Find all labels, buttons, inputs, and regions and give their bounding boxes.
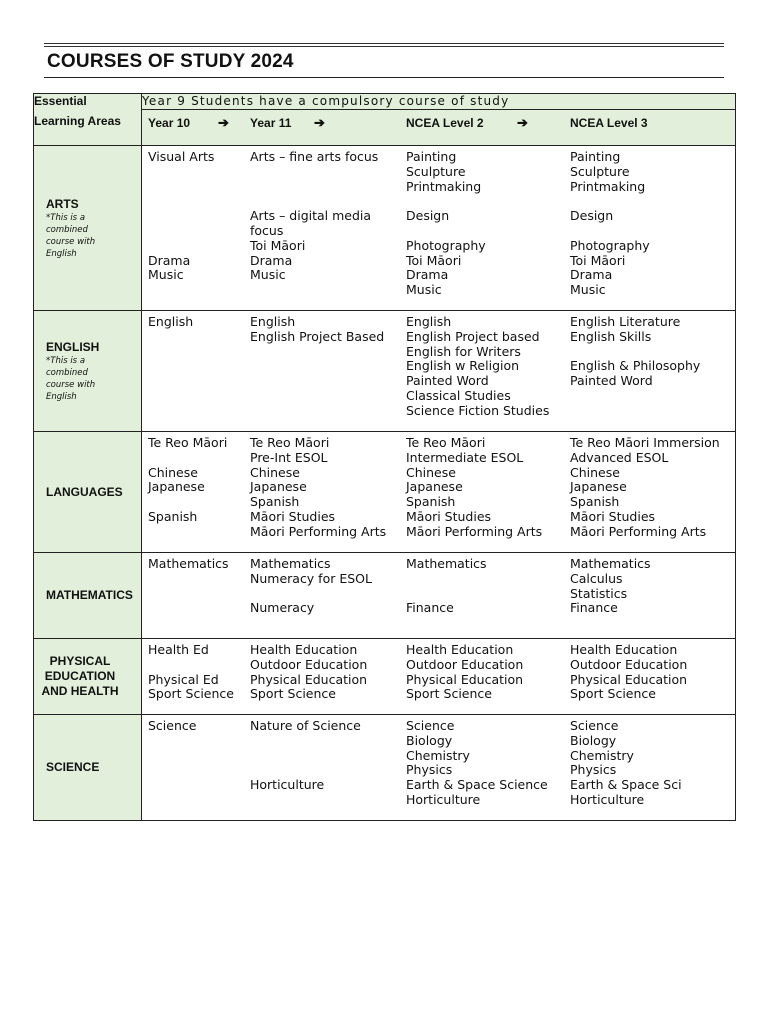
course-item: Arts – fine arts focus xyxy=(250,149,379,164)
course-column xyxy=(250,149,378,282)
course-item: Sport Science xyxy=(406,686,492,702)
course-item: Biology xyxy=(570,732,617,748)
course-item: Te Reo Māori xyxy=(148,435,228,450)
course-item: Spanish xyxy=(148,508,198,524)
learning-area-note: *This is a combined course with English xyxy=(46,355,96,402)
course-item: Sport Science xyxy=(148,686,234,702)
course-item: Chemistry xyxy=(406,747,470,763)
course-item: Māori Studies xyxy=(570,508,656,524)
course-column xyxy=(570,718,682,807)
course-item: English Project based xyxy=(406,328,540,344)
learning-area-note: *This is a combined course with English xyxy=(46,212,96,259)
level-ncea3: NCEA Level 3 xyxy=(570,116,648,130)
course-item: Māori Performing Arts xyxy=(570,523,707,539)
course-item: Māori Performing Arts xyxy=(250,523,387,539)
course-item: Numeracy for ESOL xyxy=(250,570,372,586)
course-item: Health Education xyxy=(406,642,514,657)
spacer xyxy=(250,748,361,763)
courses-cell xyxy=(142,553,736,639)
course-item: Pre-Int ESOL xyxy=(250,449,328,465)
course-item: English xyxy=(250,314,296,329)
spacer xyxy=(148,450,227,465)
spacer xyxy=(148,164,214,179)
courses-cell xyxy=(142,715,736,821)
course-item: Horticulture xyxy=(570,791,645,807)
course-item: Drama xyxy=(148,252,191,268)
course-column xyxy=(406,556,487,615)
courses-table xyxy=(33,93,736,821)
page-title: COURSES OF STUDY 2024 xyxy=(47,51,294,72)
course-item: Sculpture xyxy=(406,163,466,179)
course-item: Te Reo Māori Immersion xyxy=(570,435,720,450)
area-row xyxy=(34,639,736,715)
course-item: Science xyxy=(406,718,455,733)
course-item: Earth & Space Science xyxy=(406,777,548,793)
course-item: Music xyxy=(570,282,606,298)
learning-area-name: SCIENCE xyxy=(46,760,100,774)
courses-cell xyxy=(142,639,736,715)
course-column xyxy=(570,642,687,701)
course-item: Printmaking xyxy=(406,178,482,194)
area-row xyxy=(34,146,736,311)
course-item: focus xyxy=(250,222,284,238)
course-item: Japanese xyxy=(570,479,627,495)
course-item: Music xyxy=(148,267,184,283)
course-item: Mathematics xyxy=(250,556,331,571)
levels-header-row xyxy=(142,110,736,146)
course-item: Outdoor Education xyxy=(570,656,688,672)
course-column xyxy=(148,642,234,701)
course-item: Painted Word xyxy=(570,373,653,389)
course-item: Mathematics xyxy=(570,556,651,571)
course-item: Science xyxy=(148,718,197,733)
course-item: Music xyxy=(250,267,286,283)
learning-area-name: MATHEMATICS xyxy=(46,588,133,602)
spacer xyxy=(250,762,361,777)
learning-area-cell xyxy=(34,311,142,432)
course-item: Nature of Science xyxy=(250,718,361,733)
course-column xyxy=(250,556,372,615)
course-item: English Project Based xyxy=(250,328,385,344)
spacer xyxy=(406,193,486,208)
arrow-right-icon: ➔ xyxy=(314,115,325,130)
course-item: Te Reo Māori xyxy=(250,435,330,450)
course-item: Māori Performing Arts xyxy=(406,523,543,539)
course-item: Drama xyxy=(406,267,449,283)
course-item: Mathematics xyxy=(148,556,229,571)
course-column xyxy=(148,435,227,524)
course-item: Outdoor Education xyxy=(250,656,368,672)
course-item: Chemistry xyxy=(570,747,634,763)
learning-area-cell xyxy=(34,639,142,715)
course-item: Science xyxy=(570,718,619,733)
course-item: English Skills xyxy=(570,328,652,344)
area-row xyxy=(34,553,736,639)
course-item: Spanish xyxy=(406,494,456,510)
course-column xyxy=(406,314,549,418)
level-year11: Year 11 xyxy=(250,116,292,130)
course-item: Japanese xyxy=(406,479,463,495)
courses-cell xyxy=(142,311,736,432)
course-item: Advanced ESOL xyxy=(570,449,669,465)
course-column xyxy=(250,718,361,792)
course-item: Physical Education xyxy=(570,671,688,687)
course-item: English for Writers xyxy=(406,343,521,359)
course-column xyxy=(148,718,196,733)
learning-area-name: ARTS xyxy=(46,196,79,211)
spacer xyxy=(148,223,214,238)
course-item: Physical Ed xyxy=(148,671,219,687)
course-item: Intermediate ESOL xyxy=(406,449,524,465)
course-item: Chinese xyxy=(570,464,620,480)
year9-note: Year 9 Students have a compulsory course of study xyxy=(142,94,736,110)
essential-label: Essential xyxy=(34,94,87,108)
spacer xyxy=(570,223,650,238)
course-item: Printmaking xyxy=(570,178,646,194)
course-item: Spanish xyxy=(250,494,300,510)
course-item: Japanese xyxy=(250,479,307,495)
learning-areas-label: Learning Areas xyxy=(34,114,121,128)
course-item: Mathematics xyxy=(406,556,487,571)
spacer xyxy=(250,733,361,748)
course-item: Classical Studies xyxy=(406,387,511,403)
spacer xyxy=(406,571,487,586)
course-column xyxy=(570,149,650,297)
course-item: Spanish xyxy=(570,494,620,510)
spacer xyxy=(250,179,378,194)
course-item: Health Education xyxy=(570,642,678,657)
spacer xyxy=(148,238,214,253)
course-item: Biology xyxy=(406,732,453,748)
area-row xyxy=(34,311,736,432)
course-item: Toi Māori xyxy=(570,252,626,268)
course-item: Chinese xyxy=(148,464,198,480)
course-item: Horticulture xyxy=(250,777,325,793)
course-item: Māori Studies xyxy=(406,508,492,524)
course-column xyxy=(148,314,193,329)
spacer xyxy=(250,164,378,179)
course-item: Physics xyxy=(406,762,453,778)
course-item: Design xyxy=(570,208,614,224)
course-item: Physics xyxy=(570,762,617,778)
spacer xyxy=(148,208,214,223)
course-item: Painting xyxy=(406,149,457,164)
arrow-right-icon: ➔ xyxy=(218,115,229,130)
course-item: Outdoor Education xyxy=(406,656,524,672)
title-bottom-rule xyxy=(44,77,724,78)
course-item: Horticulture xyxy=(406,791,481,807)
course-item: Drama xyxy=(250,252,293,268)
courses-cell xyxy=(142,146,736,311)
learning-area-name: LANGUAGES xyxy=(46,484,123,499)
learning-area-cell xyxy=(34,146,142,311)
spacer xyxy=(148,193,214,208)
course-item: Health Ed xyxy=(148,642,209,657)
course-item: Finance xyxy=(406,600,454,616)
title-block xyxy=(44,43,724,78)
course-item: Visual Arts xyxy=(148,149,215,164)
level-year10: Year 10 xyxy=(148,116,191,130)
spacer xyxy=(250,586,372,601)
course-item: Sport Science xyxy=(250,686,336,702)
spacer xyxy=(406,223,486,238)
course-column xyxy=(406,149,486,297)
course-item: Sculpture xyxy=(570,163,630,179)
course-column xyxy=(406,435,542,539)
course-item: Earth & Space Sci xyxy=(570,777,682,793)
course-column xyxy=(406,718,548,807)
spacer xyxy=(148,494,227,509)
course-item: Design xyxy=(406,208,450,224)
course-item: Music xyxy=(406,282,442,298)
course-item: Photography xyxy=(570,237,650,253)
spacer xyxy=(148,179,214,194)
learning-area-name: PHYSICAL EDUCATION AND HEALTH xyxy=(41,654,119,698)
course-item: Māori Studies xyxy=(250,508,336,524)
course-item: English xyxy=(406,314,452,329)
area-row xyxy=(34,715,736,821)
spacer xyxy=(570,344,700,359)
course-item: Drama xyxy=(570,267,613,283)
courses-cell xyxy=(142,432,736,553)
learning-area-cell xyxy=(34,553,142,639)
course-column xyxy=(250,435,386,539)
course-item: Arts – digital media xyxy=(250,208,372,224)
course-item: Finance xyxy=(570,600,618,616)
course-item: Numeracy xyxy=(250,600,315,616)
spacer xyxy=(570,193,650,208)
course-item: Physical Education xyxy=(406,671,524,687)
area-row xyxy=(34,432,736,553)
course-item: Toi Māori xyxy=(250,237,306,253)
course-item: English xyxy=(148,314,194,329)
course-column xyxy=(406,642,523,701)
course-item: Physical Education xyxy=(250,671,368,687)
course-column xyxy=(250,314,384,344)
course-column xyxy=(148,149,214,282)
course-item: Photography xyxy=(406,237,486,253)
course-column xyxy=(250,642,367,701)
course-item: Science Fiction Studies xyxy=(406,402,550,418)
arrow-right-icon: ➔ xyxy=(517,115,528,130)
course-item: Painted Word xyxy=(406,373,489,389)
course-item: Japanese xyxy=(148,479,205,495)
course-item: Painting xyxy=(570,149,621,164)
learning-area-name: ENGLISH xyxy=(46,339,100,354)
course-item: Te Reo Māori xyxy=(406,435,486,450)
spacer xyxy=(148,657,234,672)
level-ncea2: NCEA Level 2 xyxy=(406,116,484,130)
course-item: Chinese xyxy=(406,464,456,480)
course-item: Statistics xyxy=(570,585,628,601)
course-item: Calculus xyxy=(570,570,623,586)
course-item: Health Education xyxy=(250,642,358,657)
course-column xyxy=(570,314,700,388)
learning-area-cell xyxy=(34,432,142,553)
course-item: Toi Māori xyxy=(406,252,462,268)
course-column xyxy=(570,556,651,615)
course-item: English w Religion xyxy=(406,358,520,374)
course-item: Sport Science xyxy=(570,686,656,702)
course-item: English Literature xyxy=(570,314,681,329)
course-item: English & Philosophy xyxy=(570,358,701,374)
learning-area-cell xyxy=(34,715,142,821)
course-column xyxy=(148,556,229,571)
course-item: Chinese xyxy=(250,464,300,480)
course-column xyxy=(570,435,720,539)
spacer xyxy=(250,193,378,208)
spacer xyxy=(406,586,487,601)
essential-learning-areas-header xyxy=(34,94,142,146)
